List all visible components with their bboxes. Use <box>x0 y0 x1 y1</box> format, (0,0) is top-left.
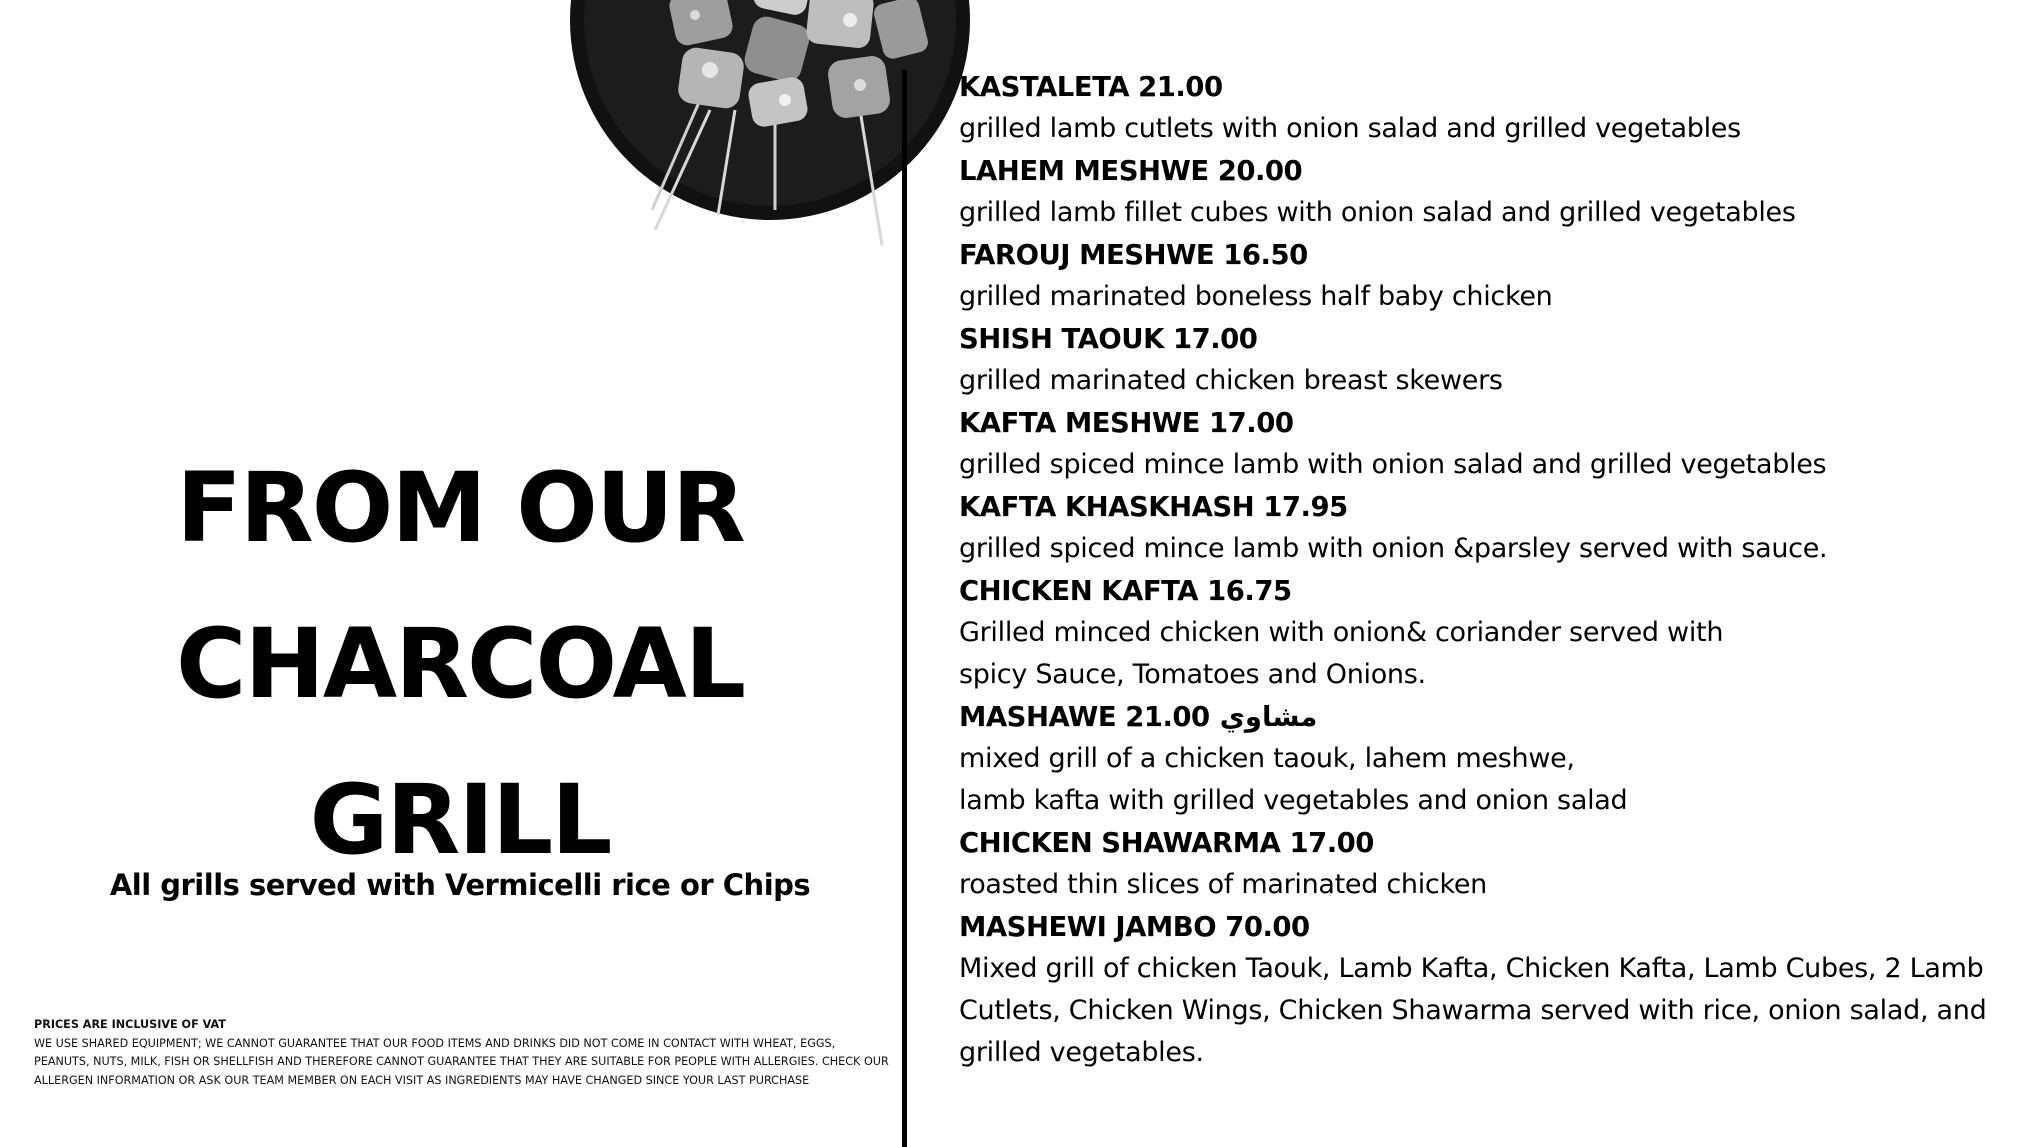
menu-item-title: MASHAWE 21.00 <box>959 701 1210 733</box>
description-line: mixed grill of a chicken taouk, lahem meshwe, <box>959 743 1575 774</box>
menu-item-title: MASHEWI JAMBO 70.00 <box>959 911 1310 943</box>
column-divider <box>902 70 907 1147</box>
menu-item <box>959 486 2019 570</box>
menu-item-name <box>959 150 2019 192</box>
menu-item-description <box>959 444 2019 486</box>
menu-item-description <box>959 108 2019 150</box>
menu-item-title: LAHEM MESHWE 20.00 <box>959 155 1303 187</box>
menu-item-name <box>959 906 2019 948</box>
description-line: grilled spiced mince lamb with onion &parsley served with sauce. <box>959 533 1828 564</box>
menu-item-arabic-name: مشاوي <box>1219 701 1318 733</box>
menu-item-description <box>959 276 2019 318</box>
heading-line-3: GRILL <box>309 764 611 876</box>
description-line: grilled spiced mince lamb with onion salad and grilled vegetables <box>959 449 1827 480</box>
menu-item <box>959 234 2019 318</box>
menu-item-title: SHISH TAOUK 17.00 <box>959 323 1258 355</box>
menu-item-title: KAFTA MESHWE 17.00 <box>959 407 1294 439</box>
menu-item-name <box>959 570 2019 612</box>
description-line: roasted thin slices of marinated chicken <box>959 869 1487 900</box>
menu-item <box>959 906 2019 1074</box>
menu-item-description <box>959 528 2019 570</box>
menu-item-title: CHICKEN SHAWARMA 17.00 <box>959 827 1374 859</box>
menu-item-name <box>959 234 2019 276</box>
menu-item-name <box>959 318 2019 360</box>
description-line: lamb kafta with grilled vegetables and onion salad <box>959 785 1628 816</box>
allergen-notice <box>34 1016 894 1090</box>
description-line: Grilled minced chicken with onion& coriander served with <box>959 617 1724 648</box>
vat-notice: PRICES ARE INCLUSIVE OF VAT <box>34 1018 226 1031</box>
description-line: spicy Sauce, Tomatoes and Onions. <box>959 659 1426 690</box>
description-line: grilled marinated chicken breast skewers <box>959 365 1503 396</box>
menu-item-description <box>959 360 2019 402</box>
menu-item <box>959 318 2019 402</box>
menu-item-description <box>959 864 2019 906</box>
description-line: grilled lamb fillet cubes with onion salad and grilled vegetables <box>959 197 1796 228</box>
allergen-text: WE USE SHARED EQUIPMENT; WE CANNOT GUARANTEE THAT OUR FOOD ITEMS AND DRINKS DID NOT COME IN CONTACT WITH WHEAT, EGGS, PEANUTS, NUTS, MILK, FISH OR SHELLFISH AND THEREFORE CANNOT GUARANTEE THAT THEY ARE SUITABLE FOR PEOPLE WITH ALLERGIES. CHECK OUR ALLERGEN INFORMATION OR ASK OUR TEAM MEMBER ON EACH VISIT AS INGREDIENTS MAY HAVE CHANGED SINCE YOUR LAST PURCHASE <box>34 1036 889 1087</box>
heading-line-2: CHARCOAL <box>176 608 744 720</box>
menu-item-name <box>959 402 2019 444</box>
menu-item-title: KAFTA KHASKHASH 17.95 <box>959 491 1348 523</box>
menu-item-description <box>959 948 2019 1074</box>
description-line: grilled vegetables. <box>959 1037 1204 1068</box>
menu-item <box>959 822 2019 906</box>
heading-line-1: FROM OUR <box>176 452 744 564</box>
menu-item-title: CHICKEN KAFTA 16.75 <box>959 575 1292 607</box>
menu-item <box>959 570 2019 696</box>
sides-note: All grills served with Vermicelli rice or Chips <box>109 868 811 902</box>
menu-item-name <box>959 696 2019 738</box>
grilled-skewers-plate-image <box>560 0 980 260</box>
menu-item <box>959 150 2019 234</box>
menu-item <box>959 66 2019 150</box>
description-line: Mixed grill of chicken Taouk, Lamb Kafta, Chicken Kafta, Lamb Cubes, 2 Lamb <box>959 953 1984 984</box>
menu-item-title: FAROUJ MESHWE 16.50 <box>959 239 1308 271</box>
menu-item-name <box>959 66 2019 108</box>
menu-item-description <box>959 612 2019 696</box>
menu-item <box>959 696 2019 822</box>
description-line: grilled marinated boneless half baby chicken <box>959 281 1553 312</box>
menu-item-description <box>959 738 2019 822</box>
menu-item-name <box>959 822 2019 864</box>
menu-item-description <box>959 192 2019 234</box>
section-heading <box>120 430 800 898</box>
description-line: Cutlets, Chicken Wings, Chicken Shawarma served with rice, onion salad, and <box>959 995 1987 1026</box>
menu-item-title: KASTALETA 21.00 <box>959 71 1223 103</box>
menu-list <box>959 66 2019 1074</box>
menu-item <box>959 402 2019 486</box>
menu-item-name <box>959 486 2019 528</box>
description-line: grilled lamb cutlets with onion salad and grilled vegetables <box>959 113 1741 144</box>
